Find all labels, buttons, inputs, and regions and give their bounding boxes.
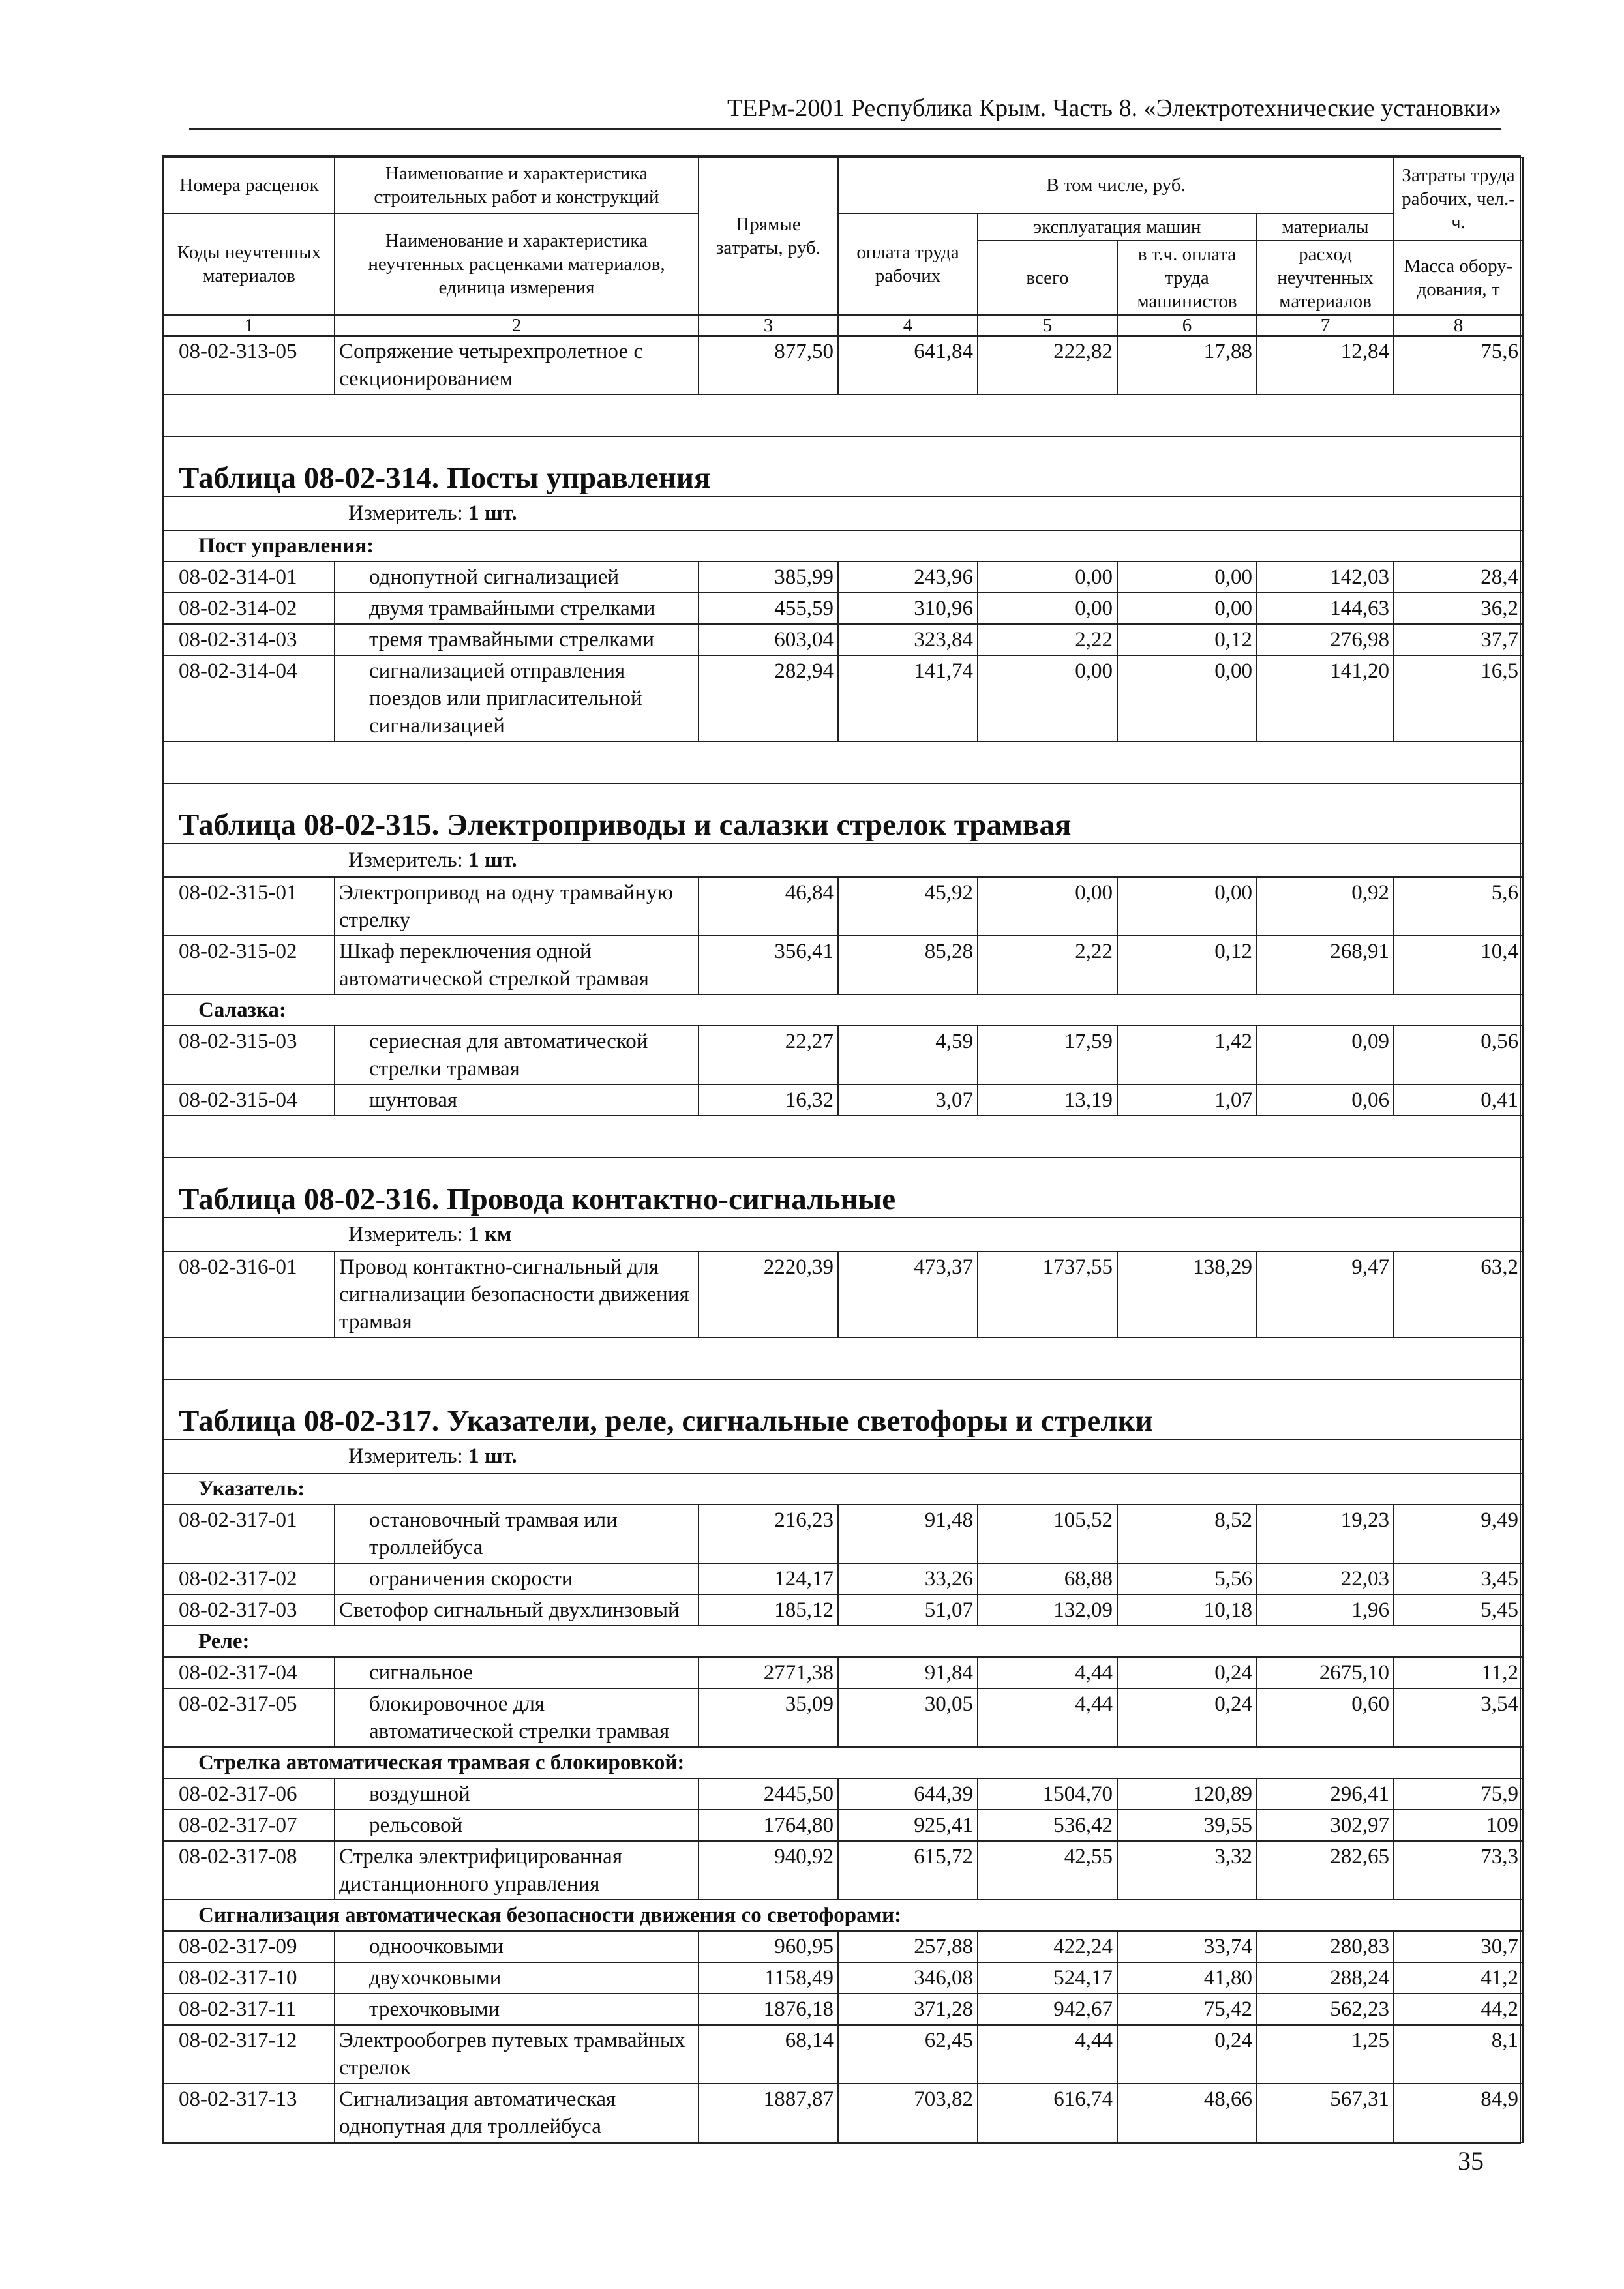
row-name: рельсовой <box>335 1810 699 1841</box>
table-row <box>164 1026 1523 1085</box>
row-value: 422,24 <box>978 1931 1117 1962</box>
row-value: 0,56 <box>1394 1026 1523 1085</box>
row-name: Шкаф переключения одной автоматической стрелкой трамвая <box>335 936 699 995</box>
row-value: 616,74 <box>978 2084 1117 2142</box>
row-value: 3,32 <box>1117 1841 1257 1900</box>
row-value: 268,91 <box>1257 936 1394 995</box>
row-value: 35,09 <box>699 1688 838 1747</box>
row-value: 75,42 <box>1117 1994 1257 2025</box>
row-value: 877,50 <box>699 336 838 395</box>
row-value: 39,55 <box>1117 1810 1257 1841</box>
row-value: 385,99 <box>699 561 838 593</box>
row-value: 1,07 <box>1117 1085 1257 1116</box>
col-name-header: Наименование и характеристика строительных работ и конструкций <box>335 157 699 213</box>
row-name: двухочковыми <box>335 1962 699 1994</box>
row-value: 138,29 <box>1117 1251 1257 1338</box>
row-value: 0,00 <box>978 561 1117 593</box>
row-value: 30,7 <box>1394 1931 1523 1962</box>
row-value: 310,96 <box>838 593 978 624</box>
col-labor-hours-header: Затраты труда рабочих, чел.-ч. <box>1394 157 1523 241</box>
table-row <box>164 1994 1523 2025</box>
row-value: 120,89 <box>1117 1778 1257 1810</box>
table-title-row <box>164 783 1523 843</box>
table-row <box>164 593 1523 624</box>
row-value: 19,23 <box>1257 1504 1394 1563</box>
row-value: 0,12 <box>1117 624 1257 655</box>
row-value: 0,92 <box>1257 877 1394 936</box>
row-value: 9,49 <box>1394 1504 1523 1563</box>
row-value: 288,24 <box>1257 1962 1394 1994</box>
row-value: 22,27 <box>699 1026 838 1085</box>
row-value: 1,25 <box>1257 2025 1394 2084</box>
col-wages-header: оплата труда рабочих <box>838 213 978 315</box>
spacer-row <box>164 395 1523 436</box>
row-name: Сигнализация автоматическая однопутная для троллейбуса <box>335 2084 699 2142</box>
col-group-header: В том числе, руб. <box>838 157 1394 213</box>
row-value: 8,52 <box>1117 1504 1257 1563</box>
row-code: 08-02-316-01 <box>164 1251 335 1338</box>
row-value: 144,63 <box>1257 593 1394 624</box>
row-code: 08-02-317-07 <box>164 1810 335 1841</box>
group-row <box>164 1900 1523 1931</box>
row-value: 75,6 <box>1394 336 1523 395</box>
row-value: 1876,18 <box>699 1994 838 2025</box>
table-title-row <box>164 436 1523 496</box>
table-title: Таблица 08-02-315. Электроприводы и салазки стрелок трамвая <box>164 783 1523 843</box>
row-value: 567,31 <box>1257 2084 1394 2142</box>
table-title-row <box>164 1379 1523 1439</box>
table-row <box>164 2084 1523 2142</box>
table-title: Таблица 08-02-316. Провода контактно-сигнальные <box>164 1158 1523 1218</box>
measure-unit <box>164 496 1523 530</box>
row-name: ограничения скорости <box>335 1563 699 1594</box>
row-code: 08-02-317-08 <box>164 1841 335 1900</box>
column-index: 4 <box>838 315 978 336</box>
row-code: 08-02-317-12 <box>164 2025 335 2084</box>
table-row <box>164 2025 1523 2084</box>
col-materials-header: материалы <box>1257 213 1394 241</box>
group-label: Салазка: <box>164 995 1523 1026</box>
row-value: 1,42 <box>1117 1026 1257 1085</box>
row-value: 16,32 <box>699 1085 838 1116</box>
row-value: 0,24 <box>1117 2025 1257 2084</box>
row-name: однопутной сигнализацией <box>335 561 699 593</box>
spacer <box>164 1116 1523 1158</box>
column-index: 1 <box>164 315 335 336</box>
table-row <box>164 1504 1523 1563</box>
col-machinists-header: в т.ч. оплата труда машинистов <box>1117 241 1257 315</box>
row-value: 280,83 <box>1257 1931 1394 1962</box>
col-mass-header: Масса обору-дования, т <box>1394 241 1523 315</box>
row-value: 473,37 <box>838 1251 978 1338</box>
measure-label: Измеритель: <box>348 1223 463 1246</box>
row-value: 1887,87 <box>699 2084 838 2142</box>
col-code-header: Номера расценок <box>164 157 335 213</box>
row-value: 3,45 <box>1394 1563 1523 1594</box>
table-row <box>164 936 1523 995</box>
row-value: 0,00 <box>978 877 1117 936</box>
row-value: 73,3 <box>1394 1841 1523 1900</box>
measure-unit <box>164 1439 1523 1473</box>
row-value: 562,23 <box>1257 1994 1394 2025</box>
table-row <box>164 1931 1523 1962</box>
row-value: 33,74 <box>1117 1931 1257 1962</box>
table-row <box>164 624 1523 655</box>
row-value: 91,48 <box>838 1504 978 1563</box>
spacer-row <box>164 1116 1523 1158</box>
row-value: 1,96 <box>1257 1594 1394 1626</box>
group-label: Пост управления: <box>164 530 1523 561</box>
group-label: Сигнализация автоматическая безопасности движения со светофорами: <box>164 1900 1523 1931</box>
column-index: 8 <box>1394 315 1523 336</box>
column-index: 7 <box>1257 315 1394 336</box>
col-unaccounted-materials-header: расход неучтенных материалов <box>1257 241 1394 315</box>
row-value: 68,88 <box>978 1563 1117 1594</box>
row-name: Светофор сигнальный двухлинзовый <box>335 1594 699 1626</box>
row-name: сериесная для автоматической стрелки трамвая <box>335 1026 699 1085</box>
column-index: 5 <box>978 315 1117 336</box>
row-code: 08-02-317-09 <box>164 1931 335 1962</box>
row-value: 4,44 <box>978 1688 1117 1747</box>
row-value: 91,84 <box>838 1657 978 1688</box>
row-value: 257,88 <box>838 1931 978 1962</box>
group-label: Указатель: <box>164 1473 1523 1504</box>
row-value: 536,42 <box>978 1810 1117 1841</box>
measure-value: 1 км <box>468 1223 512 1246</box>
row-value: 641,84 <box>838 336 978 395</box>
row-name: Сопряжение четырехпролетное с секционированием <box>335 336 699 395</box>
row-value: 13,19 <box>978 1085 1117 1116</box>
spacer-row <box>164 1338 1523 1379</box>
row-value: 703,82 <box>838 2084 978 2142</box>
row-value: 323,84 <box>838 624 978 655</box>
row-value: 524,17 <box>978 1962 1117 1994</box>
row-value: 0,12 <box>1117 936 1257 995</box>
group-row <box>164 1626 1523 1657</box>
row-value: 644,39 <box>838 1778 978 1810</box>
row-value: 222,82 <box>978 336 1117 395</box>
row-code: 08-02-314-03 <box>164 624 335 655</box>
row-value: 0,60 <box>1257 1688 1394 1747</box>
row-value: 41,80 <box>1117 1962 1257 1994</box>
row-value: 1158,49 <box>699 1962 838 1994</box>
group-row <box>164 1747 1523 1778</box>
row-value: 30,05 <box>838 1688 978 1747</box>
row-value: 2,22 <box>978 624 1117 655</box>
row-value: 62,45 <box>838 2025 978 2084</box>
row-value: 85,28 <box>838 936 978 995</box>
row-value: 0,00 <box>978 655 1117 741</box>
measure-label: Измеритель: <box>348 501 463 525</box>
row-code: 08-02-317-04 <box>164 1657 335 1688</box>
table-row <box>164 1563 1523 1594</box>
row-value: 455,59 <box>699 593 838 624</box>
spacer <box>164 395 1523 436</box>
row-value: 12,84 <box>1257 336 1394 395</box>
row-value: 276,98 <box>1257 624 1394 655</box>
row-value: 75,9 <box>1394 1778 1523 1810</box>
row-value: 17,59 <box>978 1026 1117 1085</box>
col-materials-name-header: Наименование и характеристика неучтенных расценками материалов, единица измерения <box>335 213 699 315</box>
table-head <box>164 157 1523 336</box>
measure-unit <box>164 1218 1523 1251</box>
row-value: 1737,55 <box>978 1251 1117 1338</box>
row-code: 08-02-313-05 <box>164 336 335 395</box>
row-value: 2220,39 <box>699 1251 838 1338</box>
column-index: 6 <box>1117 315 1257 336</box>
row-value: 17,88 <box>1117 336 1257 395</box>
row-value: 2771,38 <box>699 1657 838 1688</box>
row-value: 124,17 <box>699 1563 838 1594</box>
measure-value: 1 шт. <box>468 1444 517 1468</box>
row-value: 0,09 <box>1257 1026 1394 1085</box>
column-index: 2 <box>335 315 699 336</box>
measure-row <box>164 1218 1523 1251</box>
measure-label: Измеритель: <box>348 1444 463 1468</box>
row-value: 28,4 <box>1394 561 1523 593</box>
row-value: 3,54 <box>1394 1688 1523 1747</box>
measure-row <box>164 843 1523 877</box>
row-value: 960,95 <box>699 1931 838 1962</box>
row-value: 2675,10 <box>1257 1657 1394 1688</box>
table-title: Таблица 08-02-317. Указатели, реле, сигнальные светофоры и стрелки <box>164 1379 1523 1439</box>
row-value: 615,72 <box>838 1841 978 1900</box>
row-code: 08-02-315-04 <box>164 1085 335 1116</box>
group-label: Стрелка автоматическая трамвая с блокировкой: <box>164 1747 1523 1778</box>
table-row <box>164 655 1523 741</box>
row-value: 51,07 <box>838 1594 978 1626</box>
row-value: 142,03 <box>1257 561 1394 593</box>
row-value: 44,2 <box>1394 1994 1523 2025</box>
table-row <box>164 1594 1523 1626</box>
row-value: 9,47 <box>1257 1251 1394 1338</box>
row-code: 08-02-317-03 <box>164 1594 335 1626</box>
row-value: 185,12 <box>699 1594 838 1626</box>
column-index: 3 <box>699 315 838 336</box>
row-value: 132,09 <box>978 1594 1117 1626</box>
row-value: 37,7 <box>1394 624 1523 655</box>
group-row <box>164 1473 1523 1504</box>
row-value: 5,6 <box>1394 877 1523 936</box>
price-table <box>162 155 1521 2144</box>
row-value: 4,44 <box>978 2025 1117 2084</box>
row-code: 08-02-315-02 <box>164 936 335 995</box>
group-row <box>164 995 1523 1026</box>
row-name: остановочный трамвая или троллейбуса <box>335 1504 699 1563</box>
row-value: 22,03 <box>1257 1563 1394 1594</box>
row-value: 0,00 <box>1117 877 1257 936</box>
row-name: Стрелка электрифицированная дистанционного управления <box>335 1841 699 1900</box>
row-name: Электрообогрев путевых трамвайных стрелок <box>335 2025 699 2084</box>
row-value: 68,14 <box>699 2025 838 2084</box>
table-row <box>164 1251 1523 1338</box>
spacer-row <box>164 741 1523 783</box>
measure-unit <box>164 843 1523 877</box>
row-name: сигнализацией отправления поездов или пригласительной сигнализацией <box>335 655 699 741</box>
row-value: 84,9 <box>1394 2084 1523 2142</box>
group-label: Реле: <box>164 1626 1523 1657</box>
row-code: 08-02-317-05 <box>164 1688 335 1747</box>
row-value: 3,07 <box>838 1085 978 1116</box>
table-row <box>164 1085 1523 1116</box>
row-code: 08-02-317-06 <box>164 1778 335 1810</box>
row-value: 282,65 <box>1257 1841 1394 1900</box>
row-value: 940,92 <box>699 1841 838 1900</box>
row-name: Провод контактно-сигнальный для сигнализации безопасности движения трамвая <box>335 1251 699 1338</box>
row-value: 942,67 <box>978 1994 1117 2025</box>
row-value: 282,94 <box>699 655 838 741</box>
col-machines-total-header: всего <box>978 241 1117 315</box>
row-value: 11,2 <box>1394 1657 1523 1688</box>
measure-row <box>164 496 1523 530</box>
row-value: 1764,80 <box>699 1810 838 1841</box>
row-code: 08-02-314-04 <box>164 655 335 741</box>
table-row <box>164 877 1523 936</box>
row-value: 141,74 <box>838 655 978 741</box>
spacer <box>164 1338 1523 1379</box>
table-row <box>164 336 1523 395</box>
row-value: 356,41 <box>699 936 838 995</box>
row-value: 33,26 <box>838 1563 978 1594</box>
measure-value: 1 шт. <box>468 848 517 872</box>
row-value: 41,2 <box>1394 1962 1523 1994</box>
page-header: ТЕРм-2001 Республика Крым. Часть 8. «Электротехнические установки» <box>189 93 1501 130</box>
page-number: 35 <box>1458 2146 1484 2176</box>
row-code: 08-02-314-02 <box>164 593 335 624</box>
row-value: 925,41 <box>838 1810 978 1841</box>
row-value: 0,06 <box>1257 1085 1394 1116</box>
group-row <box>164 530 1523 561</box>
row-code: 08-02-315-01 <box>164 877 335 936</box>
row-value: 0,41 <box>1394 1085 1523 1116</box>
row-value: 141,20 <box>1257 655 1394 741</box>
row-value: 10,18 <box>1117 1594 1257 1626</box>
row-value: 42,55 <box>978 1841 1117 1900</box>
row-value: 603,04 <box>699 624 838 655</box>
col-machines-header: эксплуатация машин <box>978 213 1257 241</box>
row-value: 8,1 <box>1394 2025 1523 2084</box>
row-value: 346,08 <box>838 1962 978 1994</box>
row-value: 10,4 <box>1394 936 1523 995</box>
measure-value: 1 шт. <box>468 501 517 525</box>
measure-label: Измеритель: <box>348 848 463 872</box>
row-value: 243,96 <box>838 561 978 593</box>
row-value: 0,24 <box>1117 1657 1257 1688</box>
measure-row <box>164 1439 1523 1473</box>
row-code: 08-02-314-01 <box>164 561 335 593</box>
price-table-grid <box>163 157 1524 2143</box>
row-name: блокировочное для автоматической стрелки трамвая <box>335 1688 699 1747</box>
row-value: 2,22 <box>978 936 1117 995</box>
row-value: 48,66 <box>1117 2084 1257 2142</box>
table-row <box>164 561 1523 593</box>
spacer <box>164 741 1523 783</box>
row-value: 0,00 <box>1117 561 1257 593</box>
col-codes-header: Коды неучтенных материалов <box>164 213 335 315</box>
row-value: 4,44 <box>978 1657 1117 1688</box>
table-title-row <box>164 1158 1523 1218</box>
row-value: 0,00 <box>1117 655 1257 741</box>
row-value: 4,59 <box>838 1026 978 1085</box>
row-code: 08-02-317-13 <box>164 2084 335 2142</box>
row-value: 109 <box>1394 1810 1523 1841</box>
table-row <box>164 1841 1523 1900</box>
column-index-row <box>164 315 1523 336</box>
col-direct-cost-header: Прямые затраты, руб. <box>699 157 838 315</box>
row-value: 2445,50 <box>699 1778 838 1810</box>
row-name: Электропривод на одну трамвайную стрелку <box>335 877 699 936</box>
row-name: сигнальное <box>335 1657 699 1688</box>
table-row <box>164 1688 1523 1747</box>
row-value: 16,5 <box>1394 655 1523 741</box>
row-value: 296,41 <box>1257 1778 1394 1810</box>
row-name: одноочковыми <box>335 1931 699 1962</box>
row-value: 105,52 <box>978 1504 1117 1563</box>
table-row <box>164 1657 1523 1688</box>
table-row <box>164 1778 1523 1810</box>
row-name: трехочковыми <box>335 1994 699 2025</box>
table-row <box>164 1810 1523 1841</box>
row-value: 45,92 <box>838 877 978 936</box>
table-row <box>164 1962 1523 1994</box>
row-code: 08-02-317-01 <box>164 1504 335 1563</box>
row-code: 08-02-317-11 <box>164 1994 335 2025</box>
row-value: 0,24 <box>1117 1688 1257 1747</box>
row-code: 08-02-315-03 <box>164 1026 335 1085</box>
row-value: 46,84 <box>699 877 838 936</box>
row-value: 0,00 <box>1117 593 1257 624</box>
row-code: 08-02-317-02 <box>164 1563 335 1594</box>
table-body <box>164 336 1523 2142</box>
row-value: 63,2 <box>1394 1251 1523 1338</box>
row-value: 5,45 <box>1394 1594 1523 1626</box>
row-name: тремя трамвайными стрелками <box>335 624 699 655</box>
row-value: 1504,70 <box>978 1778 1117 1810</box>
row-value: 5,56 <box>1117 1563 1257 1594</box>
row-name: шунтовая <box>335 1085 699 1116</box>
row-value: 371,28 <box>838 1994 978 2025</box>
row-value: 36,2 <box>1394 593 1523 624</box>
table-title: Таблица 08-02-314. Посты управления <box>164 436 1523 496</box>
row-value: 302,97 <box>1257 1810 1394 1841</box>
row-name: воздушной <box>335 1778 699 1810</box>
row-value: 0,00 <box>978 593 1117 624</box>
row-code: 08-02-317-10 <box>164 1962 335 1994</box>
row-name: двумя трамвайными стрелками <box>335 593 699 624</box>
row-value: 216,23 <box>699 1504 838 1563</box>
